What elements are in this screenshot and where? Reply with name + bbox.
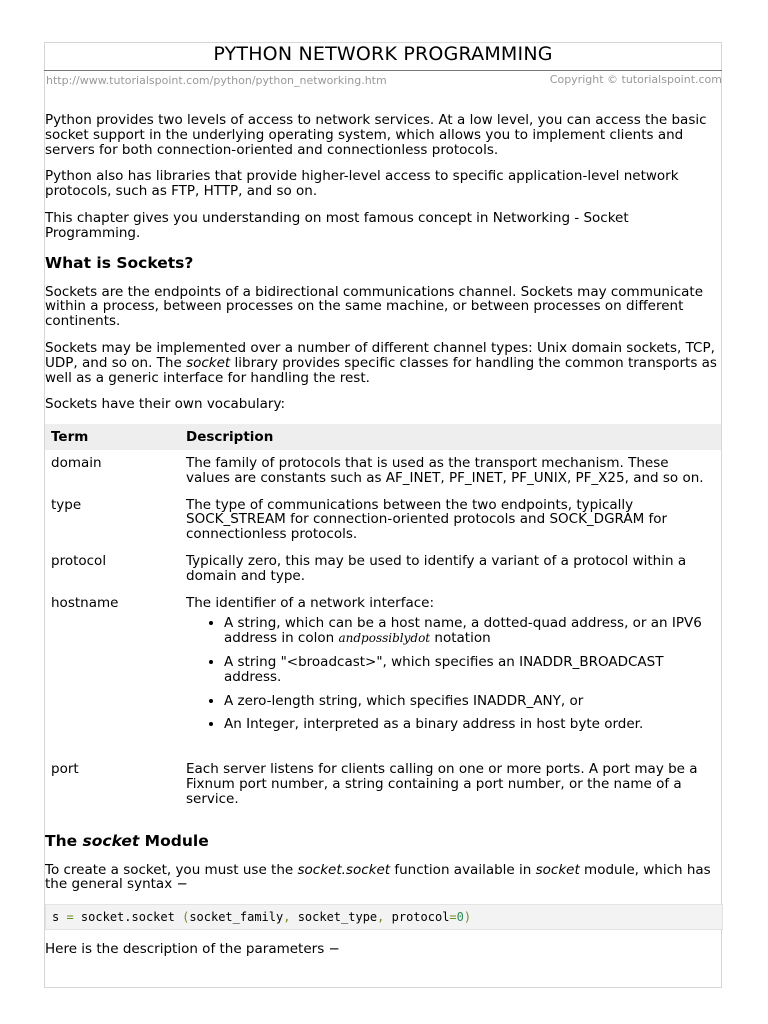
code-token: = [449, 910, 457, 925]
header-term: Term [45, 424, 180, 450]
emphasis-notation: andpossiblydot [338, 631, 431, 646]
text-run: To create a socket, you must use the [45, 861, 298, 878]
module-paragraph-2: Here is the description of the parameters − [45, 941, 340, 958]
header-description: Description [180, 424, 721, 450]
term-cell: type [51, 496, 82, 513]
description-cell: The type of communications between the two endpoints, typically SOCK_STREAM for connection-oriented protocols and SOCK_DGRAM for connectionless protocols. [186, 496, 668, 543]
intro-paragraph-1: Python provides two levels of access to network services. At a low level, you can access the basic socket support in the underlying operating system, which allows you to implement clients and servers for both connection-oriented and connectionless protocols. [45, 112, 707, 158]
code-token: protocol [391, 910, 450, 925]
table-header-row [45, 424, 721, 450]
text-run: Module [139, 831, 209, 850]
description-cell: The family of protocols that is used as the transport mechanism. These values are constants such as AF_INET, PF_INET, PF_UNIX, PF_X25, and so on. [186, 454, 704, 486]
sockets-paragraph-2 [45, 341, 723, 385]
code-token: socket.socket [80, 910, 183, 925]
source-url[interactable]: http://www.tutorialspoint.com/python/python_networking.htm [46, 74, 387, 87]
table-row [45, 590, 721, 757]
table-row [45, 450, 721, 492]
list-item: • An Integer, interpreted as a binary address in host byte order. [224, 717, 715, 732]
code-token: socket_type [297, 910, 378, 925]
intro-paragraph-3: This chapter gives you understanding on most famous concept in Networking - Socket Programming. [45, 209, 629, 241]
term-cell: protocol [51, 552, 107, 569]
vocabulary-table [45, 424, 721, 812]
section-heading-sockets: What is Sockets? [45, 253, 194, 272]
title-divider [44, 70, 722, 71]
table-row [45, 756, 721, 812]
section-heading-socket-module [45, 831, 723, 851]
code-token: 0 [456, 910, 464, 925]
table-row [45, 548, 721, 590]
code-token: ( [182, 910, 190, 925]
description-cell: Each server listens for clients calling on one or more ports. A port may be a Fixnum port number, a string containing a port number, or the name of a service. [186, 761, 698, 807]
code-token: , [377, 910, 392, 925]
emphasis-socket: socket [82, 831, 140, 850]
term-cell: port [51, 761, 79, 778]
table-row [45, 492, 721, 548]
sockets-paragraph-3: Sockets have their own vocabulary: [45, 396, 286, 413]
list-item [224, 616, 715, 646]
description-cell: Typically zero, this may be used to identify a variant of a protocol within a domain and type. [186, 552, 687, 584]
code-token: , [283, 910, 298, 925]
copyright-notice: Copyright © tutorialspoint.com [549, 73, 722, 86]
text-run: function available in [390, 861, 536, 878]
page-title: PYTHON NETWORK PROGRAMMING [213, 43, 553, 65]
description-cell [180, 590, 721, 757]
text-run: notation [430, 630, 491, 647]
emphasis-function: socket.socket [297, 861, 391, 878]
code-token: s [52, 910, 60, 925]
article-body [45, 113, 723, 969]
emphasis-module: socket [535, 861, 580, 878]
emphasis-socket: socket [186, 354, 231, 371]
text-run: module, which has the general syntax − [45, 861, 711, 893]
module-paragraph-1 [45, 863, 723, 893]
term-cell: domain [51, 454, 102, 471]
sockets-paragraph-1: Sockets are the endpoints of a bidirectional communications channel. Sockets may communicate within a process, between processes on the same machine, or between processes on different continents. [45, 283, 704, 330]
hostname-bullet-list [186, 616, 715, 732]
text-run: library provides specific classes for handling the common transports as well as a generic interface for handling the rest. [45, 354, 717, 386]
list-item: • A zero-length string, which specifies INADDR_ANY, or [224, 694, 715, 709]
code-block[interactable] [45, 904, 723, 930]
term-cell: hostname [51, 594, 119, 611]
text-run: A string, which can be a host name, a dotted-quad address, or an IPV6 address in colon [224, 615, 702, 647]
code-token: ) [463, 910, 472, 925]
code-token: socket_family [189, 910, 284, 925]
hostname-description: The identifier of a network interface: [186, 594, 435, 611]
code-token: = [59, 910, 81, 925]
list-item: • A string "<broadcast>", which specifies an INADDR_BROADCAST address. [224, 655, 715, 685]
intro-paragraph-2: Python also has libraries that provide higher-level access to specific application-level network protocols, such as FTP, HTTP, and so on. [45, 168, 679, 200]
text-run: Sockets may be implemented over a number of different channel types: Unix domain sockets, TCP, UDP, and so on. The [45, 339, 715, 371]
text-run: The [45, 831, 83, 850]
